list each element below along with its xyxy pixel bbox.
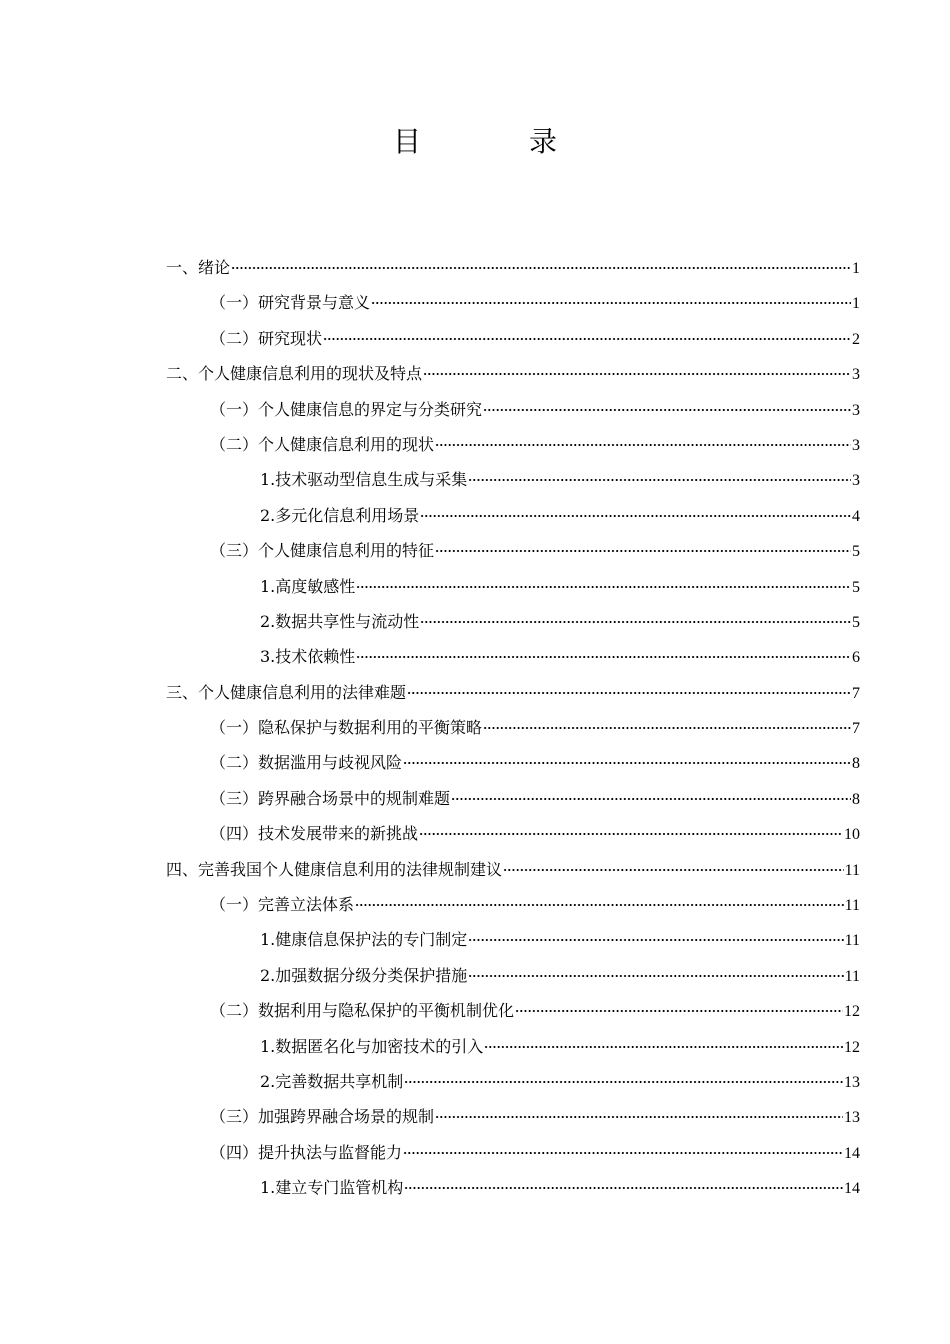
toc-entry-text: （三）个人健康信息利用的特征: [210, 541, 435, 561]
toc-entry[interactable]: [166, 1170, 860, 1205]
toc-entry-text: （一）研究背景与意义: [210, 293, 371, 313]
dot-leader: [355, 904, 844, 906]
toc-entry[interactable]: [166, 462, 860, 497]
toc-entry-text: 2.加强数据分级分类保护措施: [260, 965, 468, 985]
dot-leader: [468, 975, 843, 977]
toc-entry[interactable]: [166, 569, 860, 604]
toc-entry-text: （四）提升执法与监督能力: [210, 1142, 403, 1162]
toc-entry-text: （一）完善立法体系: [210, 895, 355, 915]
dot-leader: [420, 621, 851, 623]
toc-entry-text: 1.健康信息保护法的专门制定: [260, 930, 468, 950]
toc-entry-text: 1.技术驱动型信息生成与采集: [260, 470, 468, 490]
toc-page-number: 13: [844, 1109, 860, 1127]
toc-entry[interactable]: [166, 392, 860, 427]
toc-entry[interactable]: [166, 1135, 860, 1170]
toc-page-number: 14: [844, 1144, 860, 1162]
toc-entry-text: （三）加强跨界融合场景的规制: [210, 1107, 435, 1127]
dot-leader: [403, 762, 851, 764]
toc-entry-text: （二）研究现状: [210, 328, 323, 348]
toc-entry[interactable]: [166, 533, 860, 568]
toc-entry[interactable]: [166, 285, 860, 320]
toc-page-number: 11: [844, 967, 860, 985]
dot-leader: [423, 373, 851, 375]
toc-entry[interactable]: [166, 852, 860, 887]
toc-page-number: 6: [852, 649, 860, 667]
dot-leader: [468, 479, 851, 481]
toc-entry[interactable]: [166, 498, 860, 533]
toc-page-number: 8: [852, 790, 860, 808]
toc-entry[interactable]: [166, 1064, 860, 1099]
toc-entry[interactable]: [166, 427, 860, 462]
dot-leader: [403, 1152, 843, 1154]
toc-page-number: 11: [844, 897, 860, 915]
toc-entry-text: （四）技术发展带来的新挑战: [210, 824, 419, 844]
toc-page-number: 3: [852, 472, 860, 490]
dot-leader: [407, 692, 851, 694]
toc-entry-text: 1.高度敏感性: [260, 576, 356, 596]
toc-entry-text: （二）个人健康信息利用的现状: [210, 434, 435, 454]
toc-entry-text: （三）跨界融合场景中的规制难题: [210, 788, 451, 808]
toc-page-number: 3: [852, 366, 860, 384]
dot-leader: [404, 1187, 843, 1189]
dot-leader: [451, 798, 851, 800]
toc-entry[interactable]: [166, 816, 860, 851]
dot-leader: [356, 586, 851, 588]
dot-leader: [515, 1010, 843, 1012]
toc-entry-text: （二）数据滥用与歧视风险: [210, 753, 403, 773]
dot-leader: [435, 1116, 843, 1118]
toc-entry-text: （二）数据利用与隐私保护的平衡机制优化: [210, 1001, 515, 1021]
toc-entry-text: 2.数据共享性与流动性: [260, 611, 420, 631]
dot-leader: [419, 833, 843, 835]
toc-entry[interactable]: [166, 710, 860, 745]
toc-title: 目 录: [392, 125, 597, 158]
toc-entry-text: 1.数据匿名化与加密技术的引入: [260, 1036, 484, 1056]
toc-page-number: 5: [852, 578, 860, 596]
dot-leader: [404, 1081, 843, 1083]
toc-entry-text: 3.技术依赖性: [260, 647, 356, 667]
dot-leader: [484, 1046, 843, 1048]
dot-leader: [371, 302, 851, 304]
dot-leader: [435, 444, 851, 446]
toc-page-number: 3: [852, 401, 860, 419]
toc-page-number: 2: [852, 330, 860, 348]
toc-entry-text: 二、个人健康信息利用的现状及特点: [166, 364, 423, 384]
dot-leader: [435, 550, 851, 552]
toc-entry[interactable]: [166, 887, 860, 922]
toc-entry[interactable]: [166, 958, 860, 993]
toc-page-number: 1: [852, 295, 860, 313]
dot-leader: [483, 409, 851, 411]
dot-leader: [503, 869, 844, 871]
dot-leader: [468, 939, 843, 941]
dot-leader: [420, 515, 851, 517]
toc-entry[interactable]: [166, 356, 860, 391]
dot-leader: [356, 656, 851, 658]
toc-entry[interactable]: [166, 604, 860, 639]
toc-page-number: 7: [852, 684, 860, 702]
toc-entry[interactable]: [166, 993, 860, 1028]
dot-leader: [323, 338, 851, 340]
toc-page-number: 4: [852, 507, 860, 525]
toc-list: [166, 250, 860, 1206]
toc-page-number: 3: [852, 436, 860, 454]
toc-page-number: 7: [852, 720, 860, 738]
toc-page-number: 8: [852, 755, 860, 773]
toc-page-number: 10: [844, 826, 860, 844]
toc-page-number: 11: [844, 932, 860, 950]
toc-entry[interactable]: [166, 1029, 860, 1064]
toc-entry[interactable]: [166, 250, 860, 285]
toc-entry-text: 一、绪论: [166, 258, 231, 277]
toc-page-number: 12: [844, 1003, 860, 1021]
toc-entry[interactable]: [166, 675, 860, 710]
toc-page-number: 12: [844, 1038, 860, 1056]
toc-entry-text: 四、完善我国个人健康信息利用的法律规制建议: [166, 859, 503, 879]
toc-page-number: 5: [852, 613, 860, 631]
toc-entry[interactable]: [166, 781, 860, 816]
toc-entry-text: 2.多元化信息利用场景: [260, 505, 420, 525]
toc-page-number: 13: [844, 1073, 860, 1091]
toc-page-number: 14: [844, 1180, 860, 1198]
dot-leader: [231, 267, 851, 269]
toc-entry-text: 三、个人健康信息利用的法律难题: [166, 682, 407, 702]
toc-page-number: 11: [844, 861, 860, 879]
toc-entry-text: 2.完善数据共享机制: [260, 1071, 404, 1091]
toc-entry[interactable]: [166, 321, 860, 356]
toc-entry-text: 1.建立专门监管机构: [260, 1178, 404, 1198]
toc-entry-text: （一）隐私保护与数据利用的平衡策略: [210, 718, 483, 738]
toc-entry-text: （一）个人健康信息的界定与分类研究: [210, 399, 483, 419]
toc-entry[interactable]: [166, 1099, 860, 1134]
toc-entry[interactable]: [166, 922, 860, 957]
toc-page-number: 1: [852, 260, 860, 277]
toc-entry[interactable]: [166, 639, 860, 674]
dot-leader: [483, 727, 851, 729]
toc-entry[interactable]: [166, 745, 860, 780]
toc-page-number: 5: [852, 543, 860, 561]
